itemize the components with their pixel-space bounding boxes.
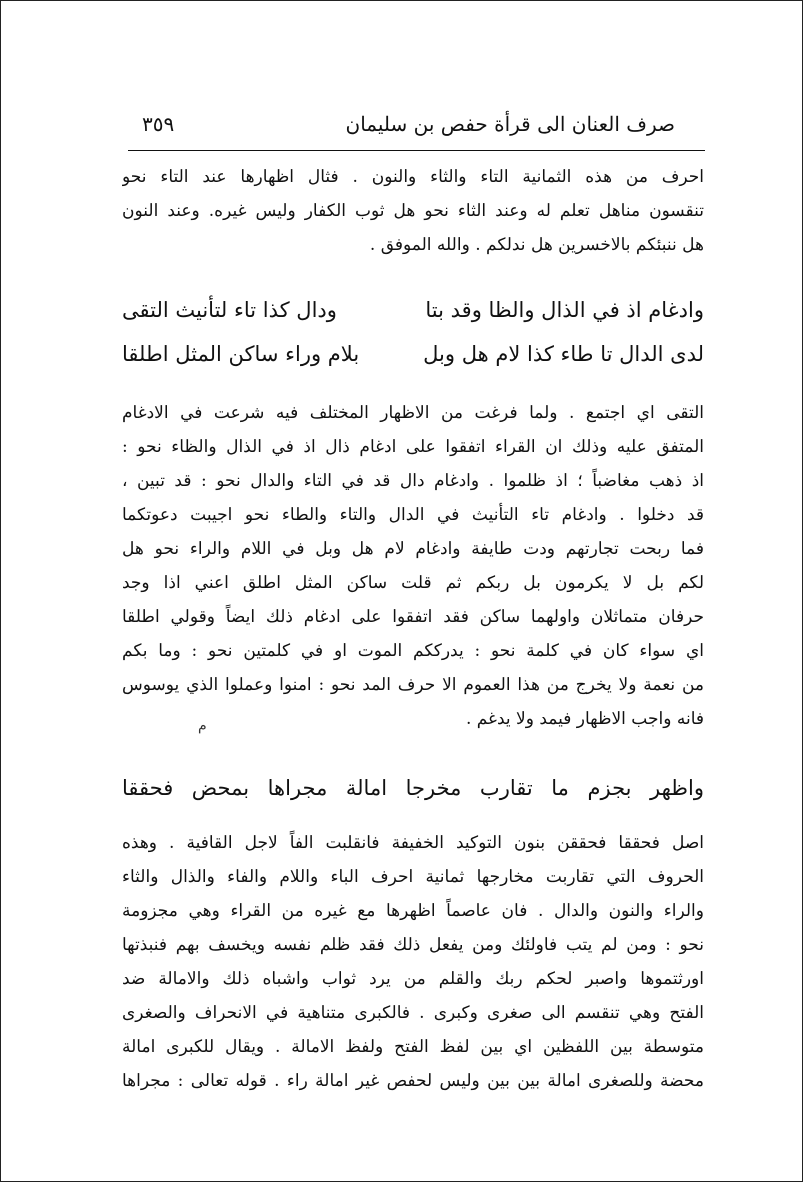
verse-hemistich-second: ودال كذا تاء لتأنيث التقى <box>122 298 337 322</box>
text-line: الفتح وهي تنقسم الى صغرى وكبرى . فالكبرى متناهية في الانحراف والصغرى <box>122 1003 704 1023</box>
text-line: التقى اي اجتمع . ولما فرغت من الاظهار المختلف فيه شرعت في الادغام <box>122 403 704 423</box>
text-line: لكم بل لا يكرمون بل ربكم ثم قلت ساكن المثل اطلق اعني اذا وجد <box>122 573 704 593</box>
verse-line <box>122 290 704 330</box>
paragraph-1 <box>122 160 704 262</box>
margin-mark: م <box>198 718 207 734</box>
paragraph-2 <box>122 396 704 736</box>
verse-hemistich-first: لدى الدال تا طاء كذا لام هل وبل <box>423 342 704 366</box>
text-line: الحروف التي تقاربت مخارجها ثمانية احرف الباء واللام والفاء والذال والثاء <box>122 867 704 887</box>
text-line: هل ننبئكم بالاخسرين هل ندلكم . والله الموفق . <box>369 235 704 255</box>
text-line: اصل فحققا فحققن بنون التوكيد الخفيفة فانقلبت الفاً لاجل القافية . وهذه <box>122 833 704 853</box>
text-line: المتفق عليه وذلك ان القراء اتفقوا على ادغام ذال اذ في الذال والظاء نحو : <box>122 437 704 457</box>
text-line: من نعمة ولا يخرج من هذا العموم الا حرف المد نحو : امنوا وعملوا الذي يوسوس <box>122 675 704 695</box>
text-line: فما ربحت تجارتهم ودت طايفة وادغام لام هل وبل في اللام والراء نحو هل <box>122 539 704 559</box>
text-line: تنقسون مناهل تعلم له وعند الثاء نحو هل ثوب الكفار وليس غيره. وعند النون <box>122 201 704 221</box>
text-line: متوسطة بين اللفظين اي بين لفظ الفتح ولفظ الامالة . ويقال للكبرى امالة <box>122 1037 704 1057</box>
text-line: قد دخلوا . وادغام تاء التأنيث في الدال والتاء والطاء نحو اجيبت دعوتكما <box>122 505 704 525</box>
verse-line <box>122 768 704 808</box>
page-number: ٣٥٩ <box>142 112 175 136</box>
text-line: فانه واجب الاظهار فيمد ولا يدغم . <box>465 709 704 729</box>
text-line: اي سواء كان في كلمة نحو : يدرككم الموت او في كلمتين نحو : وما بكم <box>122 641 704 661</box>
verse-text: واظهر بجزم ما تقارب مخرجا امالة مجراها بمحض فحققا <box>122 776 704 800</box>
text-line: احرف من هذه الثمانية التاء والثاء والنون . فثال اظهارها عند التاء نحو <box>122 167 704 187</box>
text-line: حرفان متماثلان واولهما ساكن فقد اتفقوا على ادغام ذلك ايضاً وقولي اطلقا <box>122 607 704 627</box>
verse-hemistich-second: بلام وراء ساكن المثل اطلقا <box>122 342 360 366</box>
verse-line <box>122 334 704 374</box>
paragraph-3 <box>122 826 704 1098</box>
text-line: اذ ذهب مغاضباً ؛ اذ ظلموا . وادغام دال قد في التاء والدال نحو : قد تبين ، <box>122 471 704 491</box>
text-line: والراء والنون والدال . فان عاصماً اظهرها مع غيره من القراء وهي مجزومة <box>122 901 704 921</box>
verse-hemistich-first: وادغام اذ في الذال والظا وقد بتا <box>425 298 704 322</box>
header-rule <box>128 150 705 151</box>
book-title: صرف العنان الى قرأة حفص بن سليمان <box>345 112 675 136</box>
text-line: محضة وللصغرى امالة بين بين وليس لحفص غير امالة راء . قوله تعالى : مجراها <box>122 1071 704 1091</box>
text-line: اورثتموها واصبر لحكم ربك والقلم من يرد ثواب واشباه ذلك والامالة ضد <box>122 969 704 989</box>
text-line: نحو : ومن لم يتب فاولئك ومن يفعل ذلك فقد ظلم نفسه ويخسف بهم فنبذتها <box>122 935 704 955</box>
running-header <box>128 110 705 144</box>
